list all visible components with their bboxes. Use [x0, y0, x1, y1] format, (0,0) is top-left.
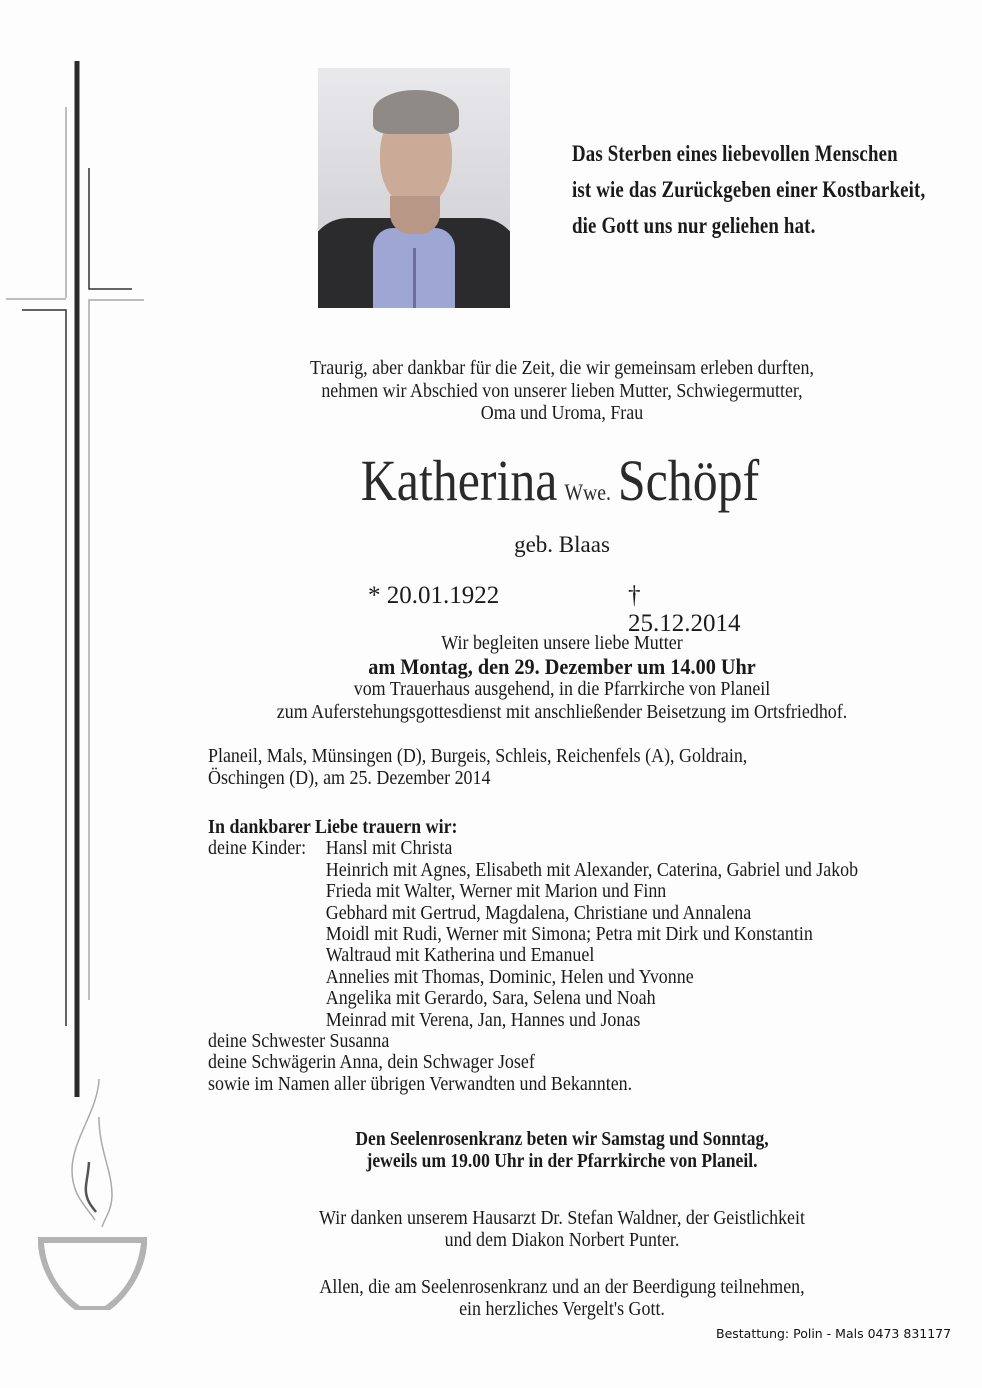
intro-text	[249, 358, 875, 426]
intro-line: Oma und Uroma, Frau	[480, 403, 644, 424]
child-entry: Hansl mit Christa	[325, 838, 453, 860]
closing-text	[194, 1277, 930, 1321]
birth-date: * 20.01.1922	[368, 582, 500, 609]
child-entry: Waltraud mit Katherina und Emanuel	[325, 945, 595, 967]
child-entry: Gebhard mit Gertrud, Magdalena, Christiane und Annalena	[325, 902, 752, 924]
child-entry: Heinrich mit Agnes, Elisabeth mit Alexander, Caterina, Gabriel und Jakob	[325, 859, 859, 881]
relative-entry: deine Schwägerin Anna, dein Schwager Josef	[208, 1052, 535, 1074]
child-entry: Annelies mit Thomas, Dominic, Helen und Yvonne	[325, 966, 694, 988]
child-entry: Frieda mit Walter, Werner mit Marion und Finn	[325, 881, 667, 903]
widow-label: Wwe.	[564, 480, 612, 505]
places-line: Planeil, Mals, Münsingen (D), Burgeis, Schleis, Reichenfels (A), Goldrain,	[208, 746, 748, 767]
rosary-line: Den Seelenrosenkranz beten wir Samstag und Sonntag,	[355, 1129, 769, 1150]
memorial-quote	[572, 136, 925, 244]
funeral-details	[194, 632, 930, 724]
last-name: Schöpf	[617, 448, 760, 513]
rosary-notice	[202, 1129, 922, 1173]
child-entry: Meinrad mit Verena, Jan, Hannes und Jonas	[325, 1009, 641, 1031]
closing-line: ein herzliches Vergelt's Gott.	[459, 1299, 665, 1320]
deceased-name	[233, 448, 887, 526]
places-and-date	[208, 746, 747, 790]
funeral-date: am Montag, den 29. Dezember um 14.00 Uhr	[368, 654, 756, 679]
funeral-line: zum Auferstehungsgottesdienst mit anschließender Beisetzung im Ortsfriedhof.	[276, 702, 848, 723]
child-entry: Angelika mit Gerardo, Sara, Selena und Noah	[325, 988, 656, 1010]
closing-line: Allen, die am Seelenrosenkranz und an der Beerdigung teilnehmen,	[319, 1277, 805, 1298]
intro-line: Traurig, aber dankbar für die Zeit, die wir gemeinsam erleben durften,	[310, 358, 814, 379]
quote-line: Das Sterben eines liebevollen Menschen	[572, 141, 898, 166]
thanks-line: Wir danken unserem Hausarzt Dr. Stefan Waldner, der Geistlichkeit	[319, 1208, 805, 1229]
thanks-text	[194, 1208, 930, 1252]
places-line: Öschingen (D), am 25. Dezember 2014	[208, 768, 491, 789]
first-name: Katherina	[360, 448, 558, 513]
death-date: † 25.12.2014	[628, 582, 741, 637]
born-name: geb. Blaas	[514, 532, 610, 557]
candle-icon	[30, 1070, 160, 1310]
funeral-line: Wir begleiten unsere liebe Mutter	[441, 633, 683, 654]
children-label: deine Kinder:	[208, 838, 307, 860]
quote-line: ist wie das Zurückgeben einer Kostbarkeit,	[572, 177, 926, 202]
relative-entry: deine Schwester Susanna	[208, 1031, 390, 1053]
child-entry: Moidl mit Rudi, Werner mit Simona; Petra mit Dirk und Konstantin	[325, 924, 813, 946]
quote-line: die Gott uns nur geliehen hat.	[572, 213, 816, 238]
mourners-heading: In dankbarer Liebe trauern wir:	[208, 817, 458, 838]
funeral-line: vom Trauerhaus ausgehend, in die Pfarrkirche von Planeil	[353, 679, 771, 700]
rosary-line: jeweils um 19.00 Uhr in der Pfarrkirche von Planeil.	[366, 1151, 758, 1172]
portrait-photo	[318, 68, 510, 308]
thanks-line: und dem Diakon Norbert Punter.	[444, 1230, 680, 1251]
relative-entry: sowie im Namen aller übrigen Verwandten und Bekannten.	[208, 1073, 633, 1095]
intro-line: nehmen wir Abschied von unserer lieben Mutter, Schwiegermutter,	[321, 380, 803, 402]
mourners-list	[208, 817, 858, 1095]
undertaker-info: Bestattung: Polin - Mals 0473 831177	[716, 1326, 952, 1341]
